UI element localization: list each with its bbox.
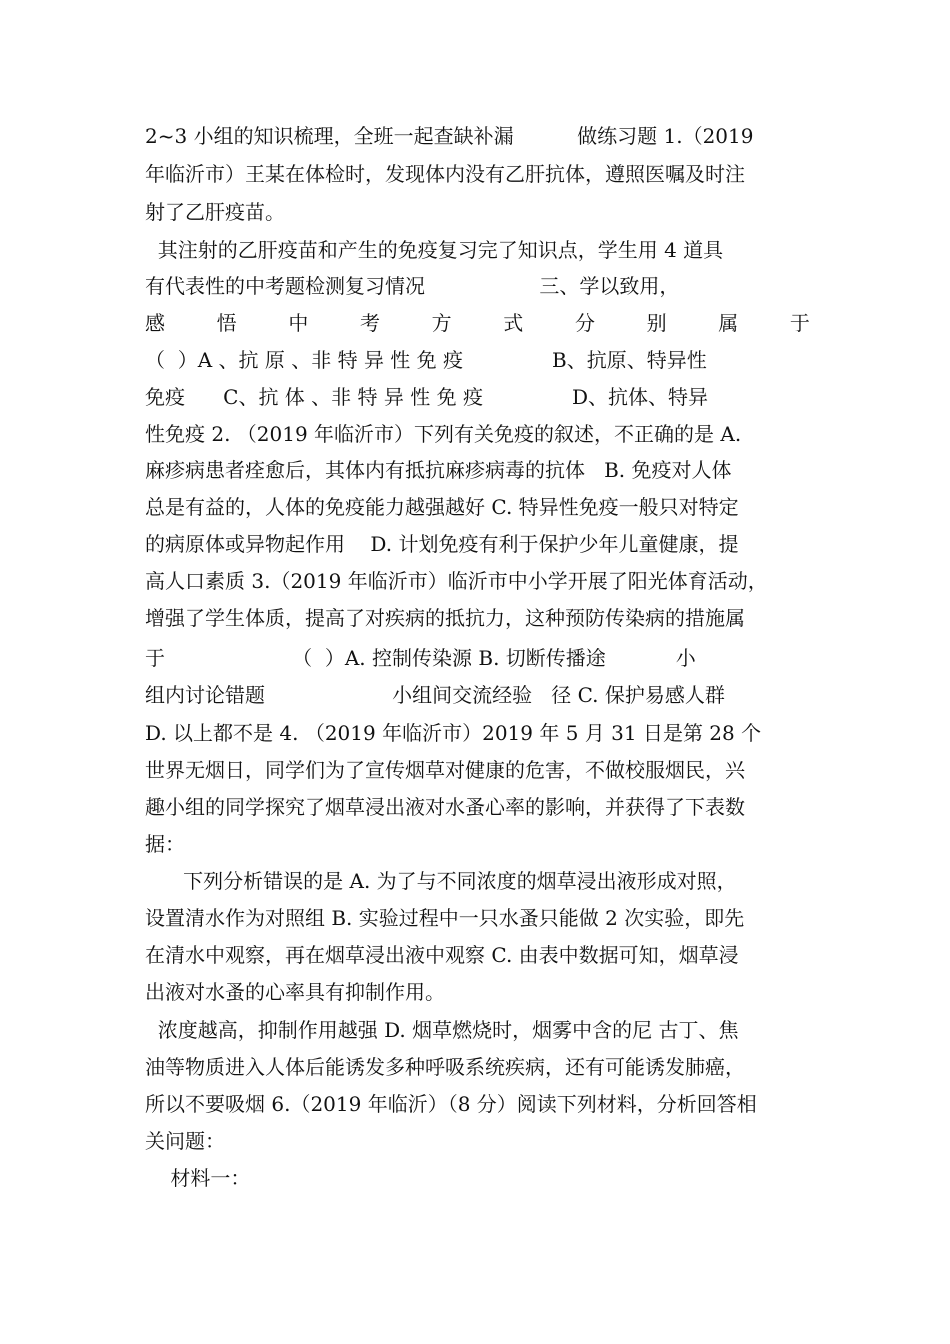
text-line: 在清水中观察，再在烟草浸出液中观察 C. 由表中数据可知，烟草浸 bbox=[145, 943, 739, 967]
spread-char: 别 bbox=[646, 311, 667, 335]
text-line: 年临沂市）王某在体检时，发现体内没有乙肝抗体，遵照医嘱及时注 bbox=[145, 162, 745, 186]
spread-char: 考 bbox=[359, 311, 380, 335]
text-line: 所以不要吸烟 6.（2019 年临沂）（8 分）阅读下列材料，分析回答相 bbox=[145, 1092, 757, 1116]
text-line: 组内讨论错题 小组间交流经验 径 C. 保护易感人群 bbox=[145, 683, 725, 707]
text-line: 2~3 小组的知识梳理，全班一起查缺补漏 做练习题 1.（2019 bbox=[145, 124, 754, 148]
text-line: 出液对水蚤的心率具有抑制作用。 bbox=[145, 980, 445, 1004]
text-line: 增强了学生体质，提高了对疾病的抵抗力，这种预防传染病的措施属 bbox=[145, 606, 745, 630]
spread-char: 悟 bbox=[216, 311, 237, 335]
text-line: 其注射的乙肝疫苗和产生的免疫复习完了知识点，学生用 4 道具 bbox=[145, 238, 724, 262]
text-line: 性免疫 2. （2019 年临沂市）下列有关免疫的叙述，不正确的是 A. bbox=[145, 422, 742, 446]
text-line: 有代表性的中考题检测复习情况 三、学以致用， bbox=[145, 274, 680, 298]
text-line: 高人口素质 3.（2019 年临沂市）临沂市中小学开展了阳光体育活动， bbox=[145, 569, 768, 593]
spread-char: 感 bbox=[145, 311, 165, 335]
spread-char: 属 bbox=[718, 311, 739, 335]
spread-char: 中 bbox=[288, 311, 309, 335]
text-line: 油等物质进入人体后能诱发多种呼吸系统疾病，还有可能诱发肺癌， bbox=[145, 1055, 745, 1079]
text-line: 免疫 C、抗 体 、非 特 异 性 免 疫 D、抗体、特异 bbox=[145, 385, 708, 409]
text-line: 射了乙肝疫苗。 bbox=[145, 200, 285, 224]
text-line: D. 以上都不是 4. （2019 年临沂市）2019 年 5 月 31 日是第 28 个 bbox=[145, 721, 762, 745]
text-line: 下列分析错误的是 A. 为了与不同浓度的烟草浸出液形成对照， bbox=[145, 869, 737, 893]
text-line: 麻疹病患者痊愈后，其体内有抵抗麻疹病毒的抗体 B. 免疫对人体 bbox=[145, 458, 732, 482]
text-line: 据： bbox=[145, 832, 185, 856]
text-line: 设置清水作为对照组 B. 实验过程中一只水蚤只能做 2 次实验，即先 bbox=[145, 906, 745, 930]
spread-char: 于 bbox=[789, 311, 810, 335]
text-line: 于 （ ）A. 控制传染源 B. 切断传播途 小 bbox=[145, 646, 696, 670]
text-line: 的病原体或异物起作用 D. 计划免疫有利于保护少年儿童健康，提 bbox=[145, 532, 739, 556]
text-line: 浓度越高，抑制作用越强 D. 烟草燃烧时，烟雾中含的尼 古丁、焦 bbox=[145, 1018, 739, 1042]
spread-char: 方 bbox=[431, 311, 452, 335]
spread-char: 式 bbox=[503, 311, 524, 335]
text-line: 关问题： bbox=[145, 1129, 225, 1153]
spread-char: 分 bbox=[574, 311, 595, 335]
text-line: 材料一： bbox=[145, 1166, 251, 1190]
text-line: 总是有益的，人体的免疫能力越强越好 C. 特异性免疫一般只对特定 bbox=[145, 495, 739, 519]
text-line: 趣小组的同学探究了烟草浸出液对水蚤心率的影响，并获得了下表数 bbox=[145, 795, 745, 819]
spread-text-line bbox=[145, 305, 810, 341]
text-line: （ ）A 、抗 原 、非 特 异 性 免 疫 B、抗原、特异性 bbox=[145, 348, 707, 372]
text-line: 世界无烟日，同学们为了宣传烟草对健康的危害，不做校服烟民，兴 bbox=[145, 758, 745, 782]
